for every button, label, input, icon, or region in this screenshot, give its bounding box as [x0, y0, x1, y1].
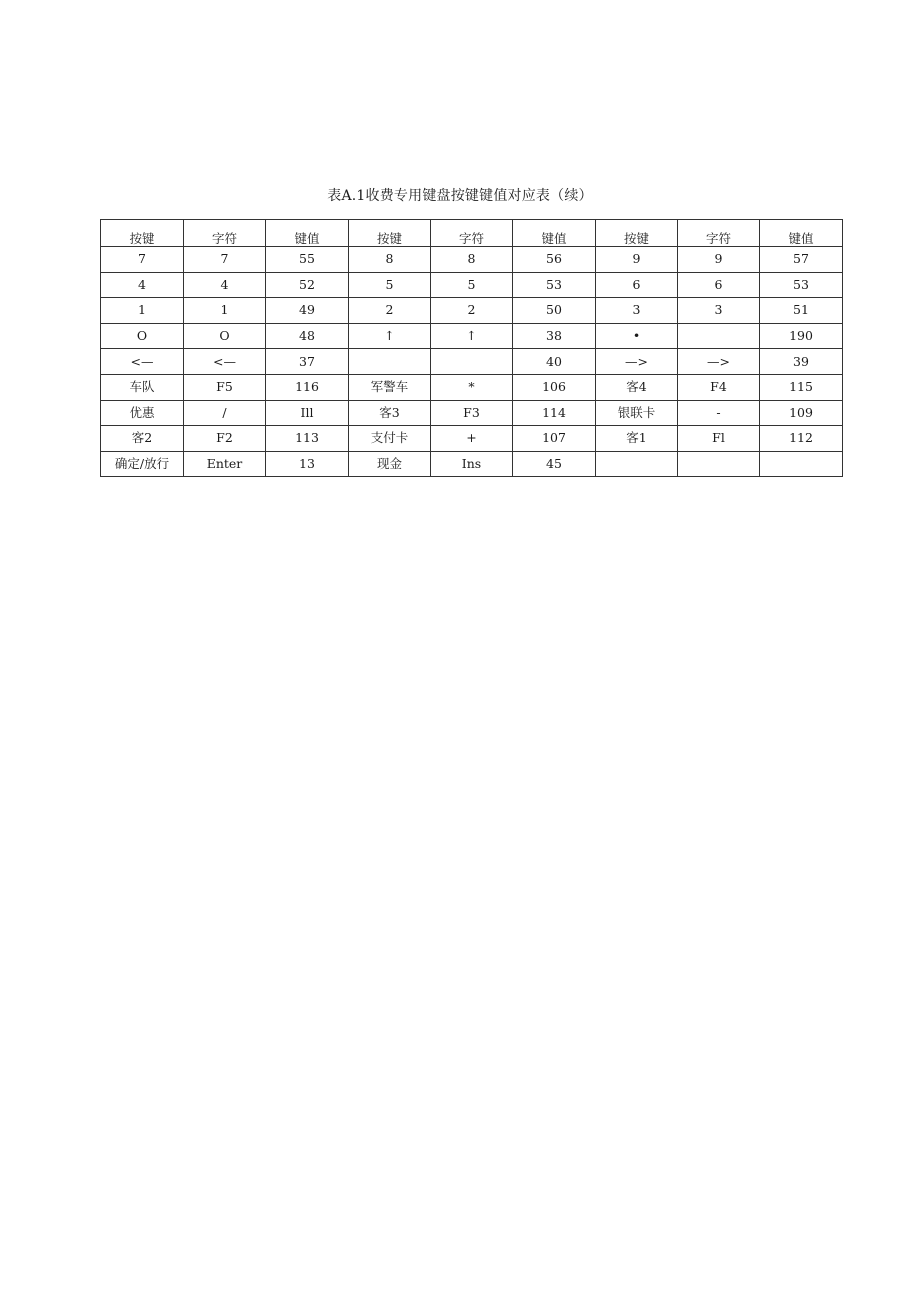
table-cell: 支付卡: [349, 426, 431, 452]
table-cell: 7: [101, 247, 184, 273]
table-cell: O: [101, 323, 184, 349]
table-cell: 109: [760, 400, 843, 426]
table-cell: -: [678, 400, 760, 426]
table-cell: 49: [266, 298, 349, 324]
column-header: 字符: [431, 220, 513, 247]
table-row: [101, 349, 843, 375]
table-cell: 5: [431, 272, 513, 298]
column-header: 键值: [513, 220, 596, 247]
table-cell: [431, 349, 513, 375]
table-row: [101, 400, 843, 426]
table-cell: 51: [760, 298, 843, 324]
table-cell: ↑: [349, 323, 431, 349]
table-cell: 114: [513, 400, 596, 426]
table-cell: 13: [266, 451, 349, 477]
table-cell: F2: [184, 426, 266, 452]
table-cell: 6: [678, 272, 760, 298]
table-cell: 57: [760, 247, 843, 273]
table-row: [101, 323, 843, 349]
column-header: 字符: [678, 220, 760, 247]
table-cell: 115: [760, 374, 843, 400]
table-cell: 2: [349, 298, 431, 324]
column-header: 键值: [266, 220, 349, 247]
key-value-table: [100, 219, 843, 477]
table-cell: 1: [101, 298, 184, 324]
table-cell: 8: [349, 247, 431, 273]
table-cell: 确定/放行: [101, 451, 184, 477]
table-row: [101, 247, 843, 273]
table-cell: [678, 451, 760, 477]
table-cell: 9: [596, 247, 678, 273]
table-cell: 50: [513, 298, 596, 324]
table-caption: 表A.1收费专用键盘按键键值对应表（续）: [327, 188, 593, 204]
table-row: [101, 426, 843, 452]
table-cell: *: [431, 374, 513, 400]
table-cell: 8: [431, 247, 513, 273]
table-cell: F4: [678, 374, 760, 400]
table-cell: 45: [513, 451, 596, 477]
table-body: [101, 220, 843, 477]
table-cell: 客1: [596, 426, 678, 452]
table-cell: 38: [513, 323, 596, 349]
table-cell: 军警车: [349, 374, 431, 400]
column-header: 按键: [101, 220, 184, 247]
table-cell: 53: [513, 272, 596, 298]
table-cell: 55: [266, 247, 349, 273]
table-cell: 银联卡: [596, 400, 678, 426]
table-cell: 112: [760, 426, 843, 452]
table-cell: •: [596, 323, 678, 349]
table-cell: 客4: [596, 374, 678, 400]
table-cell: 现金: [349, 451, 431, 477]
table-cell: 2: [431, 298, 513, 324]
table-cell: 116: [266, 374, 349, 400]
table-cell: —>: [596, 349, 678, 375]
table-cell: 113: [266, 426, 349, 452]
table-cell: 107: [513, 426, 596, 452]
table-cell: O: [184, 323, 266, 349]
table-cell: 5: [349, 272, 431, 298]
table-cell: 优惠: [101, 400, 184, 426]
table-cell: 37: [266, 349, 349, 375]
table-cell: Ill: [266, 400, 349, 426]
table-cell: [678, 323, 760, 349]
table-cell: 客2: [101, 426, 184, 452]
column-header: 按键: [596, 220, 678, 247]
table-cell: F3: [431, 400, 513, 426]
table-cell: 53: [760, 272, 843, 298]
column-header: 键值: [760, 220, 843, 247]
table-cell: /: [184, 400, 266, 426]
table-cell: Ins: [431, 451, 513, 477]
table-row: [101, 374, 843, 400]
table-header-row: [101, 220, 843, 247]
table-cell: 6: [596, 272, 678, 298]
table-cell: Fl: [678, 426, 760, 452]
column-header: 按键: [349, 220, 431, 247]
column-header: 字符: [184, 220, 266, 247]
table-cell: 39: [760, 349, 843, 375]
table-cell: 7: [184, 247, 266, 273]
table-cell: 3: [678, 298, 760, 324]
table-cell: +: [431, 426, 513, 452]
table-cell: <—: [184, 349, 266, 375]
table-row: [101, 272, 843, 298]
table-cell: 190: [760, 323, 843, 349]
table-cell: 9: [678, 247, 760, 273]
table-cell: 车队: [101, 374, 184, 400]
table-cell: F5: [184, 374, 266, 400]
table-cell: —>: [678, 349, 760, 375]
table-row: [101, 451, 843, 477]
table-cell: 40: [513, 349, 596, 375]
table-cell: 4: [184, 272, 266, 298]
table-cell: 3: [596, 298, 678, 324]
table-cell: <—: [101, 349, 184, 375]
table-cell: 52: [266, 272, 349, 298]
table-cell: 客3: [349, 400, 431, 426]
table-cell: Enter: [184, 451, 266, 477]
table-cell: 56: [513, 247, 596, 273]
table-cell: [349, 349, 431, 375]
table-cell: 4: [101, 272, 184, 298]
table-cell: [760, 451, 843, 477]
table-cell: 106: [513, 374, 596, 400]
table-cell: ↑: [431, 323, 513, 349]
table-cell: [596, 451, 678, 477]
table-row: [101, 298, 843, 324]
table-cell: 1: [184, 298, 266, 324]
table-cell: 48: [266, 323, 349, 349]
